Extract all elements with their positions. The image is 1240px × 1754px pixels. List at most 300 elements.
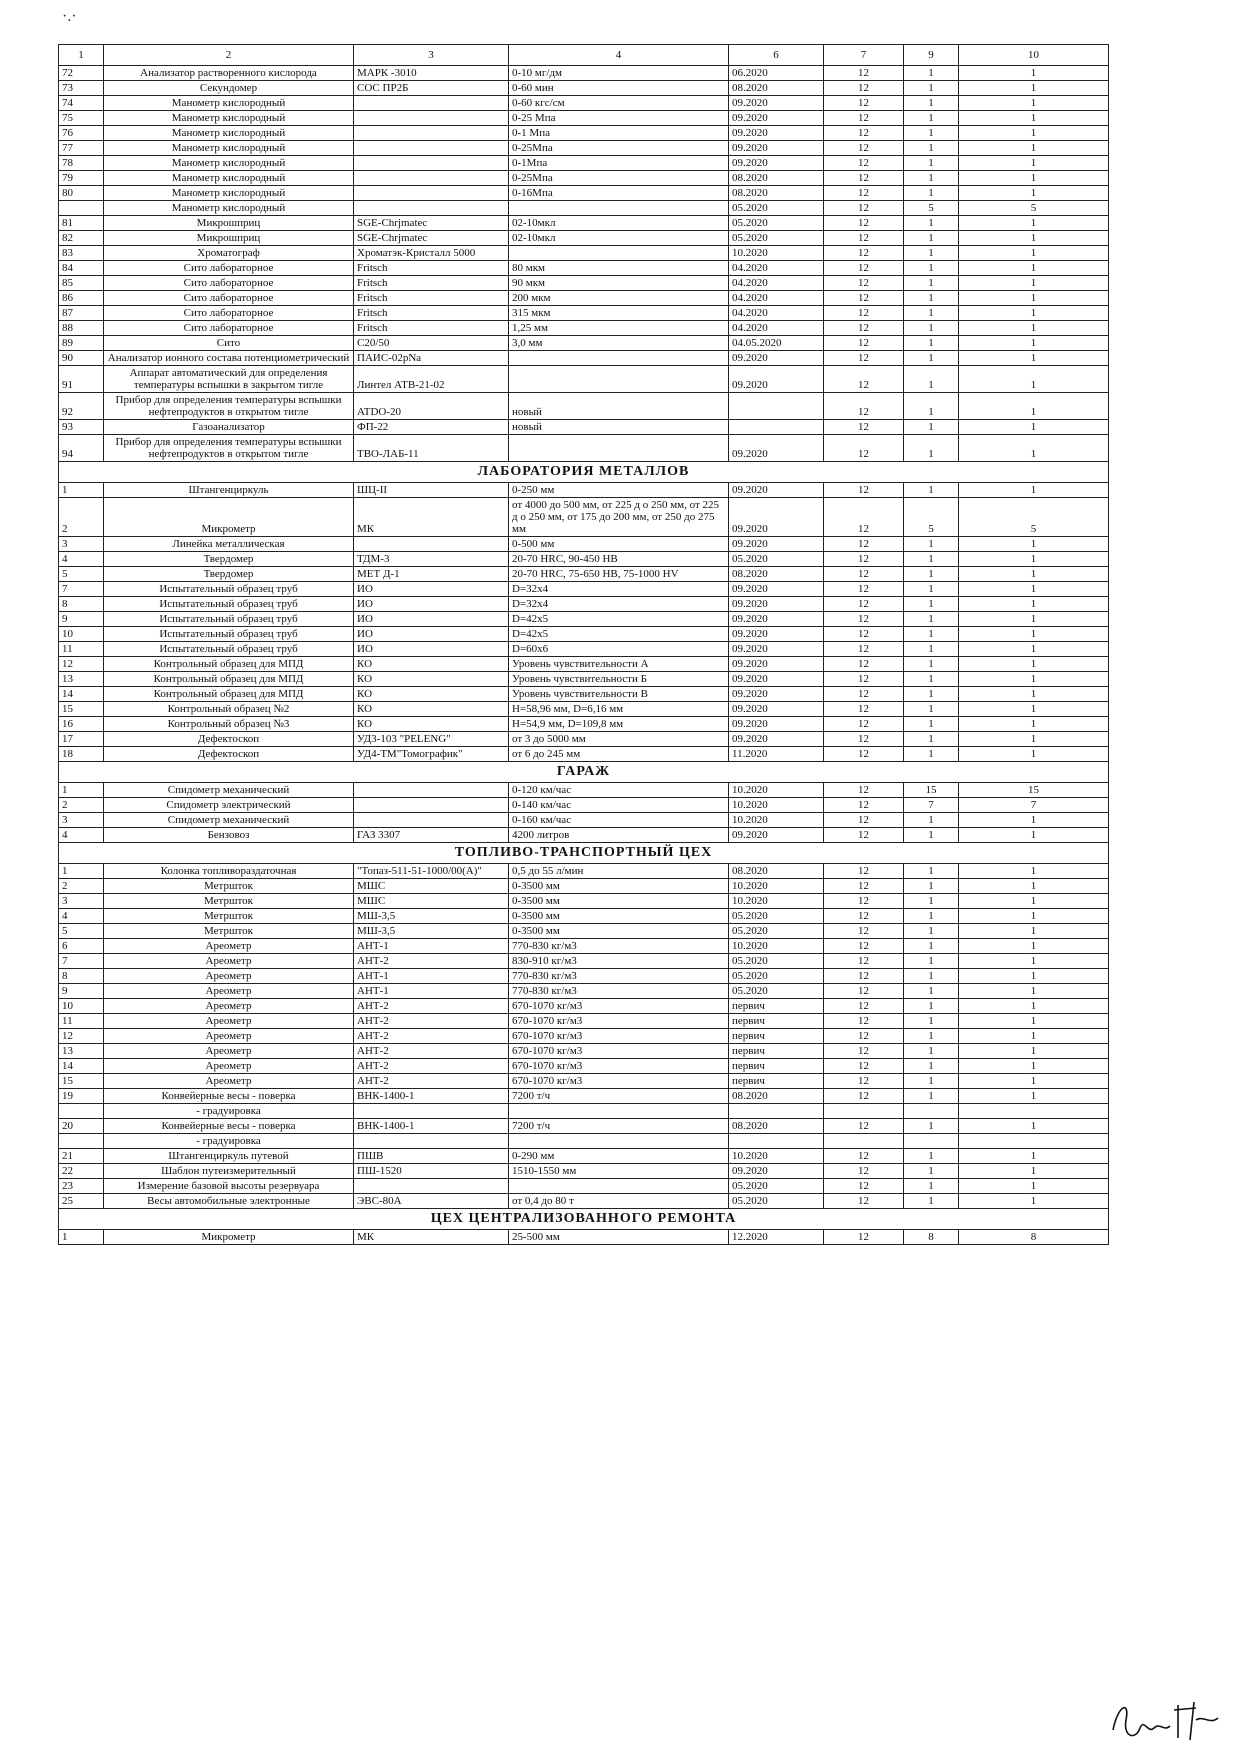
instrument-name: Ареометр (104, 954, 354, 969)
section-title: ЛАБОРАТОРИЯ МЕТАЛЛОВ (59, 462, 1109, 483)
instrument-name: Манометр кислородный (104, 111, 354, 126)
table-row (59, 798, 1109, 813)
instrument-name: Ареометр (104, 1074, 354, 1089)
date-cell: 05.2020 (729, 924, 824, 939)
total-cell: 1 (959, 66, 1109, 81)
date-cell: 09.2020 (729, 111, 824, 126)
model-cell: СОС ПР2Б (354, 81, 509, 96)
range-cell: от 3 до 5000 мм (509, 732, 729, 747)
instrument-name: Штангенциркуль (104, 483, 354, 498)
qty-cell: 1 (904, 1059, 959, 1074)
total-cell: 7 (959, 798, 1109, 813)
qty-cell: 5 (904, 201, 959, 216)
total-cell: 1 (959, 909, 1109, 924)
table-row (59, 939, 1109, 954)
column-header: 4 (509, 45, 729, 66)
range-cell: 670-1070 кг/м3 (509, 1044, 729, 1059)
period-cell: 12 (824, 969, 904, 984)
period-cell: 12 (824, 1119, 904, 1134)
total-cell: 1 (959, 336, 1109, 351)
instrument-name: Штангенциркуль путевой (104, 1149, 354, 1164)
instrument-name: Манометр кислородный (104, 186, 354, 201)
date-cell: 09.2020 (729, 627, 824, 642)
instrument-name: Сито лабораторное (104, 276, 354, 291)
table-row (59, 924, 1109, 939)
range-cell: новый (509, 393, 729, 420)
table-row (59, 321, 1109, 336)
table-row (59, 216, 1109, 231)
instrument-name: Ареометр (104, 1029, 354, 1044)
model-cell: ИО (354, 597, 509, 612)
total-cell: 1 (959, 435, 1109, 462)
range-cell: 0-16Мпа (509, 186, 729, 201)
row-number: 14 (59, 687, 104, 702)
table-row (59, 1179, 1109, 1194)
section-title: ТОПЛИВО-ТРАНСПОРТНЫЙ ЦЕХ (59, 843, 1109, 864)
period-cell: 12 (824, 261, 904, 276)
scan-mark: ·.· (62, 8, 77, 25)
date-cell: 09.2020 (729, 351, 824, 366)
table-row (59, 954, 1109, 969)
date-cell: 05.2020 (729, 201, 824, 216)
total-cell: 15 (959, 783, 1109, 798)
row-number: 1 (59, 483, 104, 498)
section-header-row (59, 462, 1109, 483)
period-cell: 12 (824, 687, 904, 702)
instrument-name: Манометр кислородный (104, 96, 354, 111)
date-cell: 04.2020 (729, 291, 824, 306)
table-row (59, 231, 1109, 246)
table-row (59, 366, 1109, 393)
period-cell: 12 (824, 954, 904, 969)
total-cell: 1 (959, 1164, 1109, 1179)
equipment-table (58, 44, 1109, 1245)
period-cell: 12 (824, 879, 904, 894)
total-cell: 1 (959, 642, 1109, 657)
row-number: 76 (59, 126, 104, 141)
model-cell: ПШВ (354, 1149, 509, 1164)
instrument-name: Сито лабораторное (104, 261, 354, 276)
range-cell: 02-10мкл (509, 216, 729, 231)
instrument-name: Дефектоскоп (104, 732, 354, 747)
date-cell: 09.2020 (729, 435, 824, 462)
section-header-row (59, 843, 1109, 864)
model-cell: ТВО-ЛАБ-11 (354, 435, 509, 462)
period-cell: 12 (824, 939, 904, 954)
period-cell: 12 (824, 216, 904, 231)
qty-cell: 1 (904, 1029, 959, 1044)
instrument-name: Метршток (104, 879, 354, 894)
date-cell (729, 420, 824, 435)
range-cell: 4200 литров (509, 828, 729, 843)
row-number: 79 (59, 171, 104, 186)
row-number: 4 (59, 552, 104, 567)
total-cell: 1 (959, 321, 1109, 336)
qty-cell: 1 (904, 702, 959, 717)
date-cell: 05.2020 (729, 231, 824, 246)
row-number (59, 201, 104, 216)
instrument-name: Сито лабораторное (104, 306, 354, 321)
qty-cell: 1 (904, 582, 959, 597)
table-row (59, 672, 1109, 687)
total-cell: 1 (959, 126, 1109, 141)
date-cell: 09.2020 (729, 366, 824, 393)
total-cell: 1 (959, 627, 1109, 642)
row-number: 87 (59, 306, 104, 321)
model-cell: ВНК-1400-1 (354, 1119, 509, 1134)
section-title: ЦЕХ ЦЕНТРАЛИЗОВАННОГО РЕМОНТА (59, 1209, 1109, 1230)
period-cell: 12 (824, 783, 904, 798)
table-row (59, 1194, 1109, 1209)
row-number: 25 (59, 1194, 104, 1209)
table-row (59, 171, 1109, 186)
instrument-name: Ареометр (104, 999, 354, 1014)
total-cell: 1 (959, 612, 1109, 627)
row-number: 4 (59, 909, 104, 924)
row-number: 82 (59, 231, 104, 246)
table-row (59, 1104, 1109, 1119)
total-cell: 1 (959, 732, 1109, 747)
qty-cell: 1 (904, 186, 959, 201)
instrument-name: Сито лабораторное (104, 321, 354, 336)
date-cell: 09.2020 (729, 126, 824, 141)
total-cell: 1 (959, 939, 1109, 954)
total-cell: 1 (959, 894, 1109, 909)
period-cell: 12 (824, 201, 904, 216)
row-number: 78 (59, 156, 104, 171)
instrument-name: Испытательный образец труб (104, 642, 354, 657)
total-cell: 1 (959, 813, 1109, 828)
period-cell: 12 (824, 999, 904, 1014)
period-cell: 12 (824, 1230, 904, 1245)
qty-cell: 1 (904, 879, 959, 894)
instrument-name: Конвейерные весы - поверка (104, 1119, 354, 1134)
instrument-name: Спидометр механический (104, 783, 354, 798)
row-number: 10 (59, 627, 104, 642)
table-row (59, 186, 1109, 201)
row-number: 9 (59, 984, 104, 999)
instrument-name: Колонка топливораздаточная (104, 864, 354, 879)
row-number (59, 1134, 104, 1149)
range-cell: 0-290 мм (509, 1149, 729, 1164)
instrument-name: Ареометр (104, 969, 354, 984)
row-number: 90 (59, 351, 104, 366)
model-cell: УД4-ТМ"Томографик" (354, 747, 509, 762)
qty-cell: 1 (904, 366, 959, 393)
model-cell: МК (354, 498, 509, 537)
range-cell: Уровень чувствительности В (509, 687, 729, 702)
total-cell: 1 (959, 306, 1109, 321)
row-number: 77 (59, 141, 104, 156)
period-cell: 12 (824, 582, 904, 597)
qty-cell: 1 (904, 717, 959, 732)
period-cell: 12 (824, 393, 904, 420)
date-cell: 09.2020 (729, 96, 824, 111)
model-cell: Fritsch (354, 276, 509, 291)
period-cell: 12 (824, 1149, 904, 1164)
model-cell (354, 1179, 509, 1194)
period-cell: 12 (824, 672, 904, 687)
qty-cell: 1 (904, 924, 959, 939)
table-row (59, 156, 1109, 171)
row-number: 89 (59, 336, 104, 351)
row-number: 86 (59, 291, 104, 306)
table-row (59, 717, 1109, 732)
row-number: 20 (59, 1119, 104, 1134)
model-cell: ПШ-1520 (354, 1164, 509, 1179)
period-cell: 12 (824, 1194, 904, 1209)
total-cell: 1 (959, 1089, 1109, 1104)
range-cell: 670-1070 кг/м3 (509, 1074, 729, 1089)
model-cell (354, 111, 509, 126)
total-cell: 1 (959, 111, 1109, 126)
instrument-name: Микрометр (104, 1230, 354, 1245)
table-row (59, 909, 1109, 924)
qty-cell: 1 (904, 351, 959, 366)
instrument-name: Контрольный образец №3 (104, 717, 354, 732)
model-cell (354, 798, 509, 813)
range-cell: 0-3500 мм (509, 894, 729, 909)
model-cell: Линтел АТВ-21-02 (354, 366, 509, 393)
row-number: 8 (59, 969, 104, 984)
date-cell: 09.2020 (729, 828, 824, 843)
table-row (59, 498, 1109, 537)
date-cell: 08.2020 (729, 1119, 824, 1134)
model-cell: АНТ-1 (354, 969, 509, 984)
range-cell (509, 1104, 729, 1119)
date-cell: 05.2020 (729, 969, 824, 984)
date-cell: 10.2020 (729, 246, 824, 261)
period-cell: 12 (824, 747, 904, 762)
total-cell: 1 (959, 567, 1109, 582)
row-number: 84 (59, 261, 104, 276)
total-cell: 1 (959, 276, 1109, 291)
table-row (59, 1059, 1109, 1074)
total-cell: 1 (959, 1044, 1109, 1059)
period-cell: 12 (824, 126, 904, 141)
period-cell: 12 (824, 984, 904, 999)
range-cell: 0-3500 мм (509, 879, 729, 894)
model-cell: АНТ-2 (354, 954, 509, 969)
range-cell: от 6 до 245 мм (509, 747, 729, 762)
period-cell: 12 (824, 66, 904, 81)
table-row (59, 336, 1109, 351)
range-cell: 670-1070 кг/м3 (509, 1029, 729, 1044)
table-row (59, 657, 1109, 672)
range-cell: D=32x4 (509, 597, 729, 612)
row-number: 80 (59, 186, 104, 201)
date-cell: 09.2020 (729, 717, 824, 732)
range-cell: 0-3500 мм (509, 924, 729, 939)
total-cell: 1 (959, 393, 1109, 420)
period-cell: 12 (824, 81, 904, 96)
table-row (59, 393, 1109, 420)
section-title: ГАРАЖ (59, 762, 1109, 783)
period-cell: 12 (824, 435, 904, 462)
instrument-name: Анализатор ионного состава потенциометрический (104, 351, 354, 366)
column-header: 9 (904, 45, 959, 66)
row-number: 75 (59, 111, 104, 126)
row-number: 18 (59, 747, 104, 762)
range-cell (509, 351, 729, 366)
model-cell: АНТ-2 (354, 1029, 509, 1044)
range-cell: 80 мкм (509, 261, 729, 276)
period-cell: 12 (824, 732, 904, 747)
qty-cell: 1 (904, 483, 959, 498)
period-cell: 12 (824, 702, 904, 717)
row-number: 73 (59, 81, 104, 96)
model-cell (354, 783, 509, 798)
range-cell: 1510-1550 мм (509, 1164, 729, 1179)
row-number: 91 (59, 366, 104, 393)
range-cell: 7200 т/ч (509, 1089, 729, 1104)
qty-cell: 1 (904, 642, 959, 657)
row-number: 7 (59, 954, 104, 969)
qty-cell: 1 (904, 66, 959, 81)
date-cell: 11.2020 (729, 747, 824, 762)
range-cell: 830-910 кг/м3 (509, 954, 729, 969)
row-number: 83 (59, 246, 104, 261)
qty-cell: 1 (904, 171, 959, 186)
column-header: 2 (104, 45, 354, 66)
total-cell: 1 (959, 924, 1109, 939)
table-row (59, 351, 1109, 366)
row-number: 11 (59, 1014, 104, 1029)
model-cell: КО (354, 687, 509, 702)
date-cell: 09.2020 (729, 1164, 824, 1179)
total-cell: 1 (959, 879, 1109, 894)
range-cell: 02-10мкл (509, 231, 729, 246)
range-cell: D=42x5 (509, 612, 729, 627)
period-cell: 12 (824, 924, 904, 939)
model-cell: ПАИС-02pNa (354, 351, 509, 366)
model-cell: МШ-3,5 (354, 924, 509, 939)
date-cell: 09.2020 (729, 687, 824, 702)
date-cell: 09.2020 (729, 498, 824, 537)
table-row (59, 732, 1109, 747)
range-cell: Уровень чувствительности А (509, 657, 729, 672)
period-cell: 12 (824, 894, 904, 909)
model-cell (354, 537, 509, 552)
table-row (59, 597, 1109, 612)
column-header: 10 (959, 45, 1109, 66)
period-cell: 12 (824, 828, 904, 843)
total-cell: 1 (959, 420, 1109, 435)
period-cell: 12 (824, 246, 904, 261)
period-cell (824, 1134, 904, 1149)
period-cell: 12 (824, 498, 904, 537)
row-number (59, 1104, 104, 1119)
table-row (59, 1044, 1109, 1059)
date-cell: 04.2020 (729, 276, 824, 291)
instrument-name: - градуировка (104, 1104, 354, 1119)
range-cell: H=58,96 мм, D=6,16 мм (509, 702, 729, 717)
model-cell (354, 201, 509, 216)
instrument-name: Испытательный образец труб (104, 597, 354, 612)
table-row (59, 246, 1109, 261)
instrument-name: Микрошприц (104, 216, 354, 231)
period-cell: 12 (824, 537, 904, 552)
row-number: 11 (59, 642, 104, 657)
total-cell: 1 (959, 231, 1109, 246)
qty-cell: 1 (904, 393, 959, 420)
row-number: 94 (59, 435, 104, 462)
instrument-name: Секундомер (104, 81, 354, 96)
table-row (59, 420, 1109, 435)
period-cell: 12 (824, 231, 904, 246)
table-row (59, 1119, 1109, 1134)
date-cell: 10.2020 (729, 798, 824, 813)
column-header: 6 (729, 45, 824, 66)
model-cell (354, 96, 509, 111)
range-cell (509, 1179, 729, 1194)
model-cell: Fritsch (354, 321, 509, 336)
qty-cell: 15 (904, 783, 959, 798)
period-cell: 12 (824, 336, 904, 351)
date-cell: 09.2020 (729, 732, 824, 747)
instrument-name: Ареометр (104, 939, 354, 954)
instrument-name: Ареометр (104, 1014, 354, 1029)
range-cell: 670-1070 кг/м3 (509, 999, 729, 1014)
date-cell: 08.2020 (729, 1089, 824, 1104)
header-row (59, 45, 1109, 66)
table-row (59, 483, 1109, 498)
row-number: 15 (59, 702, 104, 717)
range-cell: 0-500 мм (509, 537, 729, 552)
date-cell: 05.2020 (729, 909, 824, 924)
equipment-table-sheet (58, 44, 1108, 1245)
qty-cell: 1 (904, 141, 959, 156)
row-number: 85 (59, 276, 104, 291)
qty-cell: 5 (904, 498, 959, 537)
model-cell: АНТ-1 (354, 984, 509, 999)
qty-cell: 1 (904, 999, 959, 1014)
total-cell (959, 1104, 1109, 1119)
date-cell: 10.2020 (729, 783, 824, 798)
handwritten-signature (1108, 1690, 1228, 1745)
period-cell (824, 1104, 904, 1119)
instrument-name: Хроматограф (104, 246, 354, 261)
instrument-name: Контрольный образец для МПД (104, 687, 354, 702)
row-number: 10 (59, 999, 104, 1014)
table-body (59, 45, 1109, 1245)
table-row (59, 96, 1109, 111)
instrument-name: Метршток (104, 924, 354, 939)
range-cell: 0-250 мм (509, 483, 729, 498)
period-cell: 12 (824, 111, 904, 126)
table-row (59, 999, 1109, 1014)
row-number: 13 (59, 1044, 104, 1059)
qty-cell: 1 (904, 291, 959, 306)
period-cell: 12 (824, 141, 904, 156)
table-row (59, 201, 1109, 216)
date-cell: 09.2020 (729, 702, 824, 717)
instrument-name: Ареометр (104, 1044, 354, 1059)
table-row (59, 261, 1109, 276)
model-cell: МЕТ Д-1 (354, 567, 509, 582)
period-cell: 12 (824, 1059, 904, 1074)
qty-cell: 1 (904, 939, 959, 954)
date-cell: 09.2020 (729, 141, 824, 156)
range-cell: 7200 т/ч (509, 1119, 729, 1134)
period-cell: 12 (824, 1014, 904, 1029)
table-row (59, 81, 1109, 96)
range-cell: H=54,9 мм, D=109,8 мм (509, 717, 729, 732)
model-cell: "Топаз-511-51-1000/00(А)" (354, 864, 509, 879)
table-row (59, 687, 1109, 702)
row-number: 22 (59, 1164, 104, 1179)
row-number: 2 (59, 879, 104, 894)
